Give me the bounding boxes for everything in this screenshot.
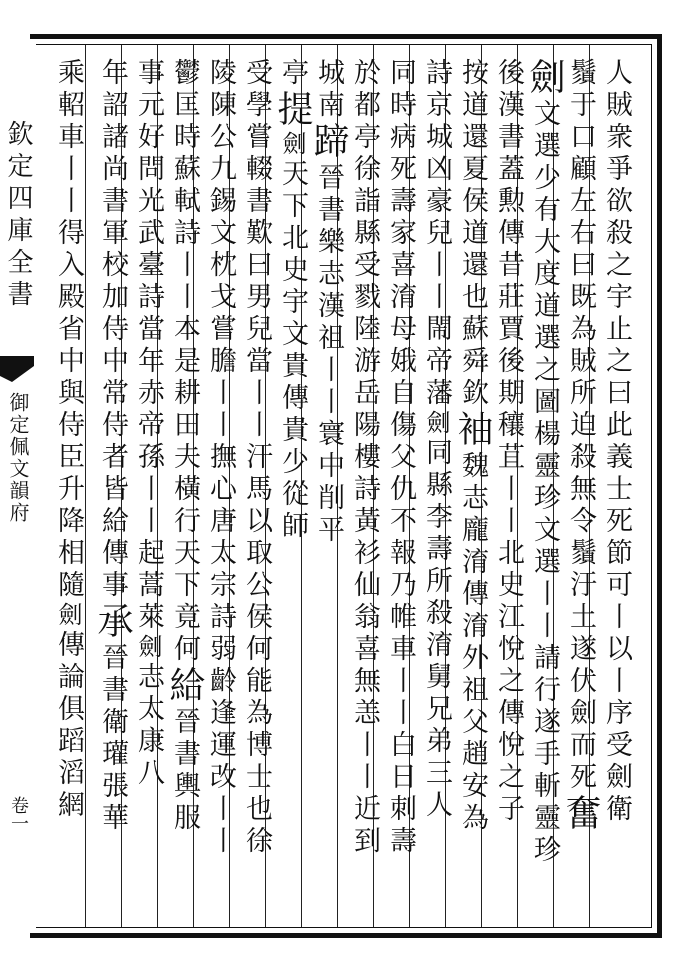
column-text: 晉書樂志漢祖丨丨寰中削平 xyxy=(313,163,344,547)
column-text: 晉書衛瓘張華 xyxy=(97,643,128,835)
text-column-11 xyxy=(236,58,276,918)
entry-heading: 給 xyxy=(164,666,205,707)
text-column-9 xyxy=(308,58,348,918)
column-text: 按道還夏侯道還也蘇舜欽 xyxy=(457,58,488,410)
entry-heading: 袖 xyxy=(452,410,493,451)
text-column-2 xyxy=(560,58,600,918)
column-text: 同時病死壽家喜淯母娥自傷父仇不報乃帷車丨丨白日刺壽 xyxy=(385,58,416,858)
text-column-3 xyxy=(524,58,564,918)
text-column-4 xyxy=(488,58,528,918)
column-text: 事元好問光武臺詩當年赤帝孫丨丨起蒿萊 xyxy=(133,58,164,634)
column-text: 於都亭徐詣縣受戮陸游岳陽樓詩黃衫仙翁喜無恙丨丨近到 xyxy=(349,58,380,858)
entry-heading: 提 xyxy=(272,90,313,131)
entry-heading: 奮 xyxy=(560,794,601,835)
text-column-16 xyxy=(48,58,88,918)
column-text: 城南 xyxy=(313,58,344,122)
text-column-14 xyxy=(128,58,168,918)
text-column-10 xyxy=(272,58,312,918)
column-text: 鬚于口顧左右曰既為賊所迫殺無令鬚汙土遂伏劍而死 xyxy=(565,58,596,794)
entry-subhead: 劍 xyxy=(54,602,82,630)
column-text: 志太康八 xyxy=(133,662,164,790)
entry-heading: 後 xyxy=(493,58,524,90)
entry-subhead: 劍 xyxy=(134,634,162,662)
column-text: 同縣李壽所殺淯舅兄弟三人 xyxy=(421,438,452,822)
entry-heading: 蹄 xyxy=(308,122,349,163)
text-column-7 xyxy=(380,58,420,918)
column-text: 傳論俱蹈滔網 xyxy=(53,630,84,822)
text-column-1 xyxy=(596,58,636,918)
column-text: 人賊衆爭欲殺之宇止之曰此義士死節可丨以丨序受劍衛 xyxy=(601,58,632,826)
column-text: 詩京城凶豪兒丨丨閙帝藩 xyxy=(421,58,452,410)
column-text: 鬱匡時蘇軾詩丨丨本是耕田夫橫行天下竟何 xyxy=(169,58,200,666)
column-text: 晉書輿服 xyxy=(169,707,200,835)
text-column-8 xyxy=(344,58,384,918)
folio-number: 卷一 xyxy=(8,796,29,832)
margin-book-title: 御定佩文韻府 xyxy=(6,392,30,524)
fish-tail-mark xyxy=(0,352,34,388)
text-column-6 xyxy=(416,58,456,918)
entry-heading: 承 xyxy=(92,602,133,643)
text-column-12 xyxy=(200,58,240,918)
column-text: 魏志龐淯傳淯外祖父趙安為 xyxy=(457,451,488,835)
entry-subhead: 劍 xyxy=(422,410,450,438)
text-column-15 xyxy=(92,58,132,918)
column-text: 文選少有大度道選之圖楊靈珍文選丨丨請行遂手斬靈珍 xyxy=(529,99,560,867)
text-column-5 xyxy=(452,58,492,918)
entry-heading: 劍 xyxy=(524,58,565,99)
margin-title: 欽定四庫全書 xyxy=(3,120,33,312)
column-text: 受學嘗輟書歎曰男兒當丨丨汗馬以取公侯何能為博士也徐 xyxy=(241,58,272,858)
column-text: 陵陳公九錫文枕戈嘗膽丨丨撫心唐太宗詩弱齡逢運改丨丨 xyxy=(205,58,236,858)
text-column-13 xyxy=(164,58,204,918)
column-text: 亭 xyxy=(277,58,308,90)
page-margin xyxy=(0,60,34,920)
entry-subhead: 劍 xyxy=(278,131,306,159)
column-text: 漢書蓋勲傳昔莊賈後期穰苴丨丨北史江悅之傳悅之子 xyxy=(493,90,524,826)
column-text: 年詔諸尚書軍校加侍中常侍者皆給傳事 xyxy=(97,58,128,602)
column-text: 天下北史宇文貴傳貴少從師 xyxy=(277,159,308,543)
column-text: 乘軺車丨丨得入殿省中與侍臣升降相隨 xyxy=(53,58,84,602)
